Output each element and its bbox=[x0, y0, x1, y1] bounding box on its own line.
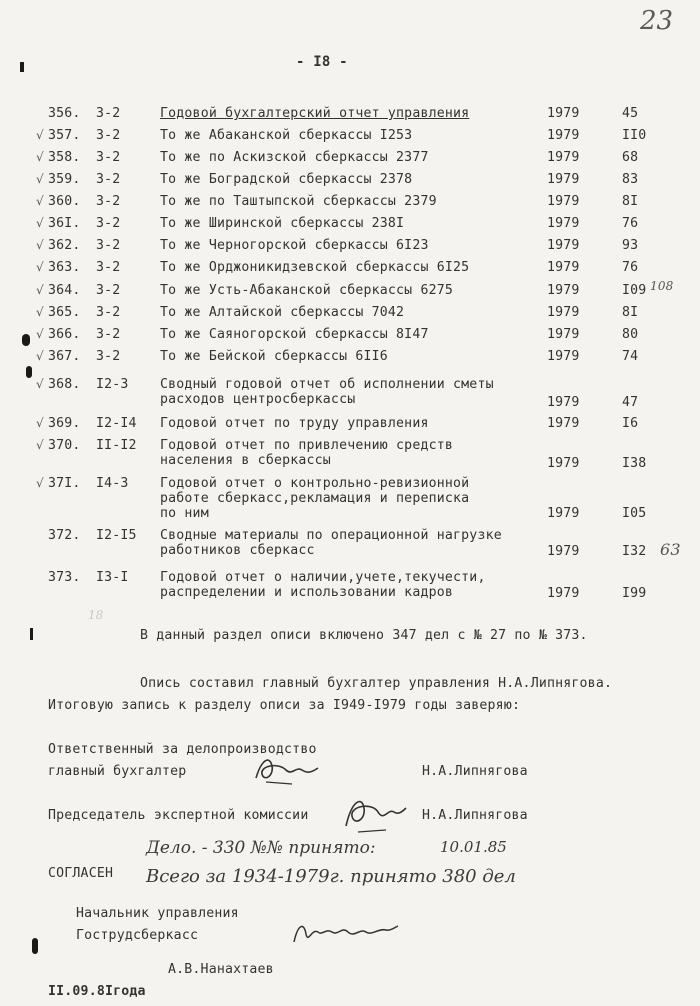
compiler-line: Опись составил главный бухгалтер управления Н.А.Липнягова. bbox=[140, 676, 613, 691]
case-title-line: расходов центросберкассы bbox=[160, 392, 356, 407]
case-year: 1979 bbox=[547, 172, 580, 187]
index-code: 3-2 bbox=[96, 128, 121, 143]
case-year: 1979 bbox=[547, 544, 580, 559]
case-year: 1979 bbox=[547, 194, 580, 209]
case-number: 357. bbox=[48, 128, 81, 143]
case-number: 364. bbox=[48, 283, 81, 298]
agreed-label: СОГЛАСЕН bbox=[48, 866, 114, 881]
case-title-line: населения в сберкассы bbox=[160, 453, 331, 468]
case-title-line: по ним bbox=[160, 506, 209, 521]
check-mark: √ bbox=[36, 349, 44, 363]
index-code: 3-2 bbox=[96, 260, 121, 275]
chair-name: Н.А.Липнягова bbox=[422, 808, 528, 823]
footer-date: II.09.8Iгода bbox=[48, 984, 146, 999]
margin-mark bbox=[26, 366, 32, 378]
case-title bbox=[160, 528, 502, 558]
margin-mark bbox=[20, 62, 24, 72]
responsible-name: Н.А.Липнягова bbox=[422, 764, 528, 779]
sheet-count: 76 bbox=[622, 216, 639, 231]
check-mark: √ bbox=[36, 260, 44, 274]
case-year: 1979 bbox=[547, 128, 580, 143]
handwritten-note-total: Всего за 1934-1979г. принято 380 дел bbox=[146, 866, 516, 887]
index-code: 3-2 bbox=[96, 150, 121, 165]
case-title-line: Сводный годовой отчет об исполнении сметы bbox=[160, 377, 494, 392]
case-title bbox=[160, 172, 412, 187]
case-title-line: работников сберкасс bbox=[160, 543, 315, 558]
handwritten-note-cases: Дело. - 330 №№ принято: bbox=[146, 838, 376, 858]
case-year: 1979 bbox=[547, 416, 580, 431]
case-number: 358. bbox=[48, 150, 81, 165]
case-number: 369. bbox=[48, 416, 81, 431]
index-code: 3-2 bbox=[96, 216, 121, 231]
case-title-line: То же Абаканской сберкассы I253 bbox=[160, 128, 413, 143]
case-title-line: То же Усть-Абаканской сберкассы 6275 bbox=[160, 283, 454, 298]
case-number: 367. bbox=[48, 349, 81, 364]
sheet-count: 74 bbox=[622, 349, 639, 364]
case-number: 373. bbox=[48, 570, 81, 585]
case-number: 366. bbox=[48, 327, 81, 342]
margin-mark bbox=[22, 334, 30, 346]
case-title bbox=[160, 476, 469, 521]
responsible-title-1: Ответственный за делопроизводство bbox=[48, 742, 317, 757]
case-number: 356. bbox=[48, 106, 81, 121]
case-year: 1979 bbox=[547, 216, 580, 231]
case-number: 36I. bbox=[48, 216, 81, 231]
case-title-line: То же Алтайской сберкассы 7042 bbox=[160, 305, 405, 320]
index-code: I4-3 bbox=[96, 476, 129, 491]
case-number: 37I. bbox=[48, 476, 81, 491]
index-code: 3-2 bbox=[96, 283, 121, 298]
case-title-line: Годовой отчет о контрольно-ревизионной bbox=[160, 476, 470, 491]
sheet-count: 83 bbox=[622, 172, 639, 187]
case-number: 363. bbox=[48, 260, 81, 275]
case-year: 1979 bbox=[547, 260, 580, 275]
sheet-count: I99 bbox=[622, 586, 647, 601]
case-title bbox=[160, 194, 437, 209]
case-title bbox=[160, 305, 404, 320]
case-title-line: То же Саяногорской сберкассы 8I47 bbox=[160, 327, 429, 342]
case-title bbox=[160, 570, 486, 600]
index-code: I2-I5 bbox=[96, 528, 137, 543]
case-title bbox=[160, 438, 453, 468]
certify-line: Итоговую запись к разделу описи за I949-I979 годы заверяю: bbox=[48, 698, 521, 713]
check-mark: √ bbox=[36, 377, 44, 391]
sheet-count: I05 bbox=[622, 506, 647, 521]
case-title-line: То же Ширинской сберкассы 238I bbox=[160, 216, 405, 231]
index-code: I2-3 bbox=[96, 377, 129, 392]
case-title bbox=[160, 150, 429, 165]
index-code: 3-2 bbox=[96, 305, 121, 320]
case-number: 359. bbox=[48, 172, 81, 187]
case-title-line: То же Бейской сберкассы 6II6 bbox=[160, 349, 388, 364]
sheet-count-correction: 63 bbox=[660, 540, 681, 559]
case-title bbox=[160, 327, 429, 342]
case-title-line: работе сберкасс,рекламация и переписка bbox=[160, 491, 470, 506]
case-number: 370. bbox=[48, 438, 81, 453]
sheet-count: 8I bbox=[622, 305, 639, 320]
sheet-count: I38 bbox=[622, 456, 647, 471]
index-code: I2-I4 bbox=[96, 416, 137, 431]
case-title bbox=[160, 106, 469, 121]
case-number: 360. bbox=[48, 194, 81, 209]
index-code: 3-2 bbox=[96, 106, 121, 121]
case-title-line: Годовой бухгалтерский отчет управления bbox=[160, 106, 470, 121]
check-mark: √ bbox=[36, 416, 44, 430]
check-mark: √ bbox=[36, 150, 44, 164]
case-year: 1979 bbox=[547, 327, 580, 342]
handwritten-note-date: 10.01.85 bbox=[440, 838, 507, 856]
page-header: - I8 - bbox=[296, 54, 348, 70]
head-title-1: Начальник управления bbox=[76, 906, 239, 921]
case-year: 1979 bbox=[547, 349, 580, 364]
check-mark: √ bbox=[36, 476, 44, 490]
archive-page-number: 23 bbox=[640, 6, 674, 36]
margin-mark bbox=[32, 938, 38, 954]
stray-mark: 18 bbox=[88, 608, 104, 622]
responsible-title-2: главный бухгалтер bbox=[48, 764, 187, 779]
check-mark: √ bbox=[36, 283, 44, 297]
index-code: II-I2 bbox=[96, 438, 137, 453]
case-year: 1979 bbox=[547, 150, 580, 165]
case-year: 1979 bbox=[547, 305, 580, 320]
margin-mark bbox=[30, 628, 33, 640]
case-title bbox=[160, 216, 404, 231]
sheet-count: I32 bbox=[622, 544, 647, 559]
case-title-line: То же Черногорской сберкассы 6I23 bbox=[160, 238, 429, 253]
index-code: 3-2 bbox=[96, 349, 121, 364]
index-code: 3-2 bbox=[96, 238, 121, 253]
index-code: 3-2 bbox=[96, 194, 121, 209]
head-name: А.В.Нанахтаев bbox=[168, 962, 274, 977]
case-title bbox=[160, 238, 429, 253]
sheet-count: 8I bbox=[622, 194, 639, 209]
signature-responsible bbox=[252, 752, 322, 788]
index-code: I3-I bbox=[96, 570, 129, 585]
case-title bbox=[160, 128, 412, 143]
check-mark: √ bbox=[36, 172, 44, 186]
check-mark: √ bbox=[36, 305, 44, 319]
case-year: 1979 bbox=[547, 395, 580, 410]
case-title bbox=[160, 377, 494, 407]
case-number: 372. bbox=[48, 528, 81, 543]
case-year: 1979 bbox=[547, 283, 580, 298]
case-title-line: То же Боградской сберкассы 2378 bbox=[160, 172, 413, 187]
check-mark: √ bbox=[36, 128, 44, 142]
case-year: 1979 bbox=[547, 506, 580, 521]
case-number: 368. bbox=[48, 377, 81, 392]
sheet-count: II0 bbox=[622, 128, 647, 143]
summary-line: В данный раздел описи включено 347 дел с № 27 по № 373. bbox=[140, 628, 588, 643]
case-number: 362. bbox=[48, 238, 81, 253]
case-year: 1979 bbox=[547, 238, 580, 253]
case-title bbox=[160, 260, 469, 275]
case-number: 365. bbox=[48, 305, 81, 320]
head-title-2: Гострудсберкасс bbox=[76, 928, 199, 943]
sheet-count: 45 bbox=[622, 106, 639, 121]
case-year: 1979 bbox=[547, 456, 580, 471]
check-mark: √ bbox=[36, 438, 44, 452]
signature-chair bbox=[338, 790, 408, 836]
sheet-count: 80 bbox=[622, 327, 639, 342]
signature-head bbox=[290, 916, 400, 950]
case-year: 1979 bbox=[547, 586, 580, 601]
case-title-line: Годовой отчет о наличии,учете,текучести, bbox=[160, 570, 486, 585]
sheet-count: I6 bbox=[622, 416, 639, 431]
case-title-line: Годовой отчет по привлечению средств bbox=[160, 438, 454, 453]
index-code: 3-2 bbox=[96, 172, 121, 187]
check-mark: √ bbox=[36, 238, 44, 252]
case-title-line: Сводные материалы по операционной нагрузке bbox=[160, 528, 502, 543]
case-title-line: распределении и использовании кадров bbox=[160, 585, 454, 600]
case-title bbox=[160, 349, 388, 364]
sheet-count: 76 bbox=[622, 260, 639, 275]
case-title bbox=[160, 283, 453, 298]
sheet-count: 93 bbox=[622, 238, 639, 253]
sheet-count-correction: 108 bbox=[650, 279, 674, 293]
case-year: 1979 bbox=[547, 106, 580, 121]
case-title-line: То же Орджоникидзевской сберкассы 6I25 bbox=[160, 260, 470, 275]
sheet-count: 68 bbox=[622, 150, 639, 165]
case-title bbox=[160, 416, 429, 431]
case-title-line: То же по Аскизской сберкассы 2377 bbox=[160, 150, 429, 165]
chair-title: Председатель экспертной комиссии bbox=[48, 808, 309, 823]
sheet-count: I09 bbox=[622, 283, 647, 298]
check-mark: √ bbox=[36, 216, 44, 230]
sheet-count: 47 bbox=[622, 395, 639, 410]
check-mark: √ bbox=[36, 327, 44, 341]
check-mark: √ bbox=[36, 194, 44, 208]
index-code: 3-2 bbox=[96, 327, 121, 342]
case-title-line: Годовой отчет по труду управления bbox=[160, 416, 429, 431]
case-title-line: То же по Таштыпской сберкассы 2379 bbox=[160, 194, 437, 209]
